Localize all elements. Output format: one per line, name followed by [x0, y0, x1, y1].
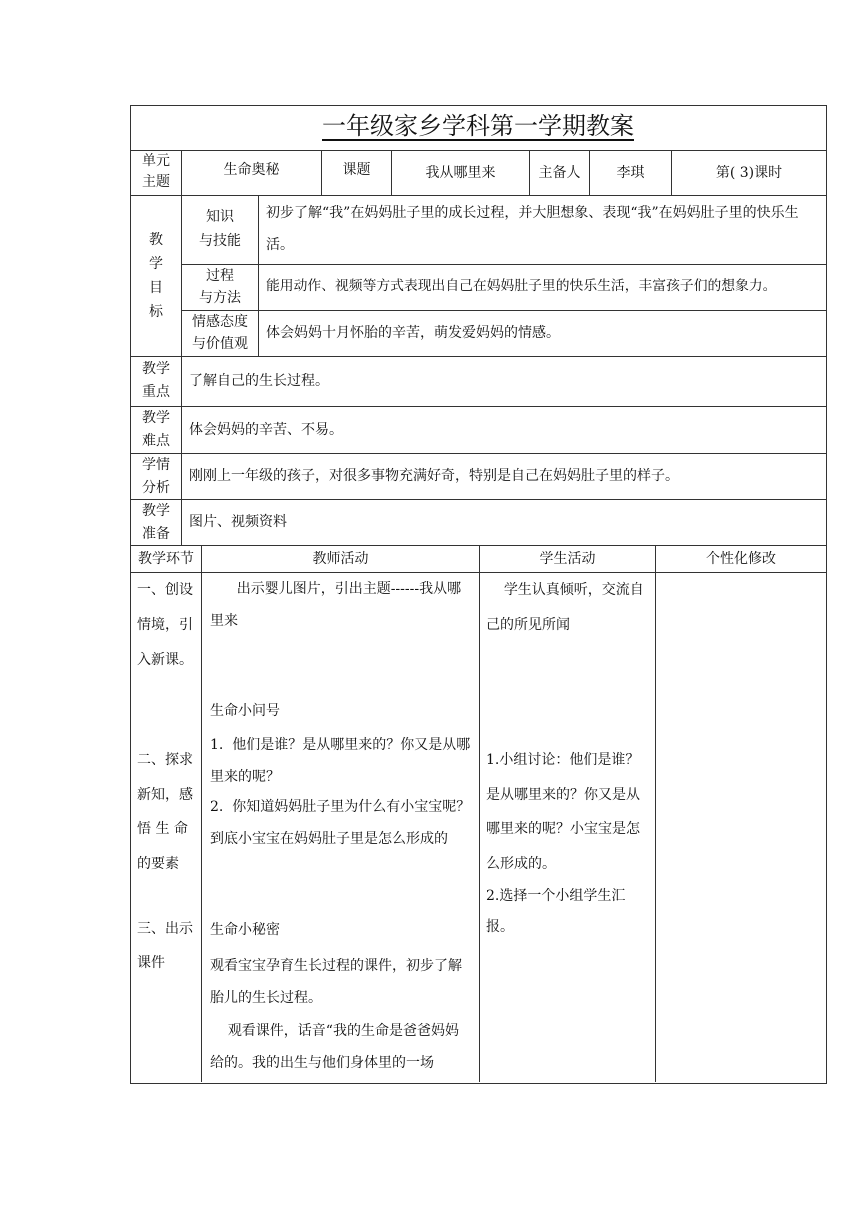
row-divider — [130, 499, 826, 500]
col-divider — [201, 545, 202, 1082]
teacher-activity-4: 2. 你知道妈妈肚子里为什么有小宝宝呢？到底小宝宝在妈妈肚子里是怎么形成的 — [210, 799, 471, 847]
col-divider — [655, 545, 656, 1082]
row-divider — [181, 264, 826, 265]
column-header-personal: 个性化修改 — [706, 551, 776, 567]
goal-text-knowledge: 初步了解“我”在妈妈肚子里的成长过程，并大胆想象、表现“我”在妈妈肚子里的快乐生活。 — [266, 205, 799, 253]
teacher-activity-2: 生命小问号 — [210, 703, 280, 719]
goal-label-knowledge: 知识 与技能 — [199, 209, 241, 249]
column-header-teacher: 教师活动 — [312, 551, 369, 567]
stage-1: 一、创设情境，引入新课。 — [137, 582, 193, 668]
stage-3: 三、出示课件 — [137, 921, 193, 971]
section-label-analysis: 学情 分析 — [142, 457, 170, 496]
teacher-activity-7: 观看课件，话音“我的生命是爸爸妈妈给的。我的出生与他们身体里的一场 — [210, 1023, 459, 1071]
goal-text-process: 能用动作、视频等方式表现出自己在妈妈肚子里的快乐生活，丰富孩子们的想象力。 — [266, 278, 777, 294]
goals-label: 教 学 目 标 — [149, 232, 163, 320]
col-divider — [479, 545, 480, 1082]
topic-value: 我从哪里来 — [425, 165, 496, 181]
period-value: 第( 3)课时 — [715, 165, 783, 181]
document-title: 一年级家乡学科第一学期教案 — [322, 112, 634, 140]
goal-text-emotion: 体会妈妈十月怀胎的辛苦，萌发爱妈妈的情感。 — [266, 325, 560, 341]
section-text-focus: 了解自己的生长过程。 — [189, 373, 329, 389]
col-divider — [181, 356, 182, 545]
goal-label-process: 过程 与方法 — [199, 268, 241, 306]
row-divider — [130, 453, 826, 454]
row-divider — [181, 310, 826, 311]
stage-2: 二、探求新知，感悟 生 命的要素 — [137, 752, 193, 872]
teacher-activity-1: 出示婴儿图片，引出主题------我从哪里来 — [210, 581, 462, 629]
column-header-student: 学生活动 — [539, 551, 596, 567]
col-divider — [258, 195, 259, 356]
preparer-label: 主备人 — [538, 165, 581, 181]
section-label-difficulty: 教学 难点 — [142, 410, 170, 449]
teacher-activity-6: 观看宝宝孕育生长过程的课件，初步了解胎儿的生长过程。 — [210, 958, 462, 1006]
section-label-focus: 教学 重点 — [142, 361, 170, 400]
student-activity-1: 学生认真倾听，交流自己的所见所闻 — [486, 582, 644, 633]
teacher-activity-3: 1. 他们是谁？是从哪里来的？你又是从哪里来的呢？ — [210, 737, 471, 785]
row-divider — [130, 356, 826, 357]
preparer-value: 李琪 — [616, 165, 645, 181]
row-divider — [130, 406, 826, 407]
unit-value: 生命奥秘 — [223, 162, 280, 178]
section-text-preparation: 图片、视频资料 — [189, 514, 287, 530]
student-activity-2: 1.小组讨论：他们是谁？是从哪里来的？你又是从哪里来的呢？小宝宝是怎么形成的。 — [486, 752, 640, 872]
teacher-activity-5: 生命小秘密 — [210, 922, 280, 938]
column-header-stage: 教学环节 — [138, 551, 194, 567]
section-label-preparation: 教学 准备 — [142, 503, 170, 542]
student-activity-3: 2.选择一个小组学生汇报。 — [486, 888, 626, 935]
section-text-difficulty: 体会妈妈的辛苦、不易。 — [189, 422, 343, 438]
row-divider — [130, 195, 826, 196]
goal-label-emotion: 情感态度 与价值观 — [192, 314, 248, 352]
topic-label: 课题 — [342, 162, 371, 178]
unit-label: 单元 主题 — [142, 153, 170, 190]
section-text-analysis: 刚刚上一年级的孩子，对很多事物充满好奇，特别是自己在妈妈肚子里的样子。 — [189, 468, 679, 484]
